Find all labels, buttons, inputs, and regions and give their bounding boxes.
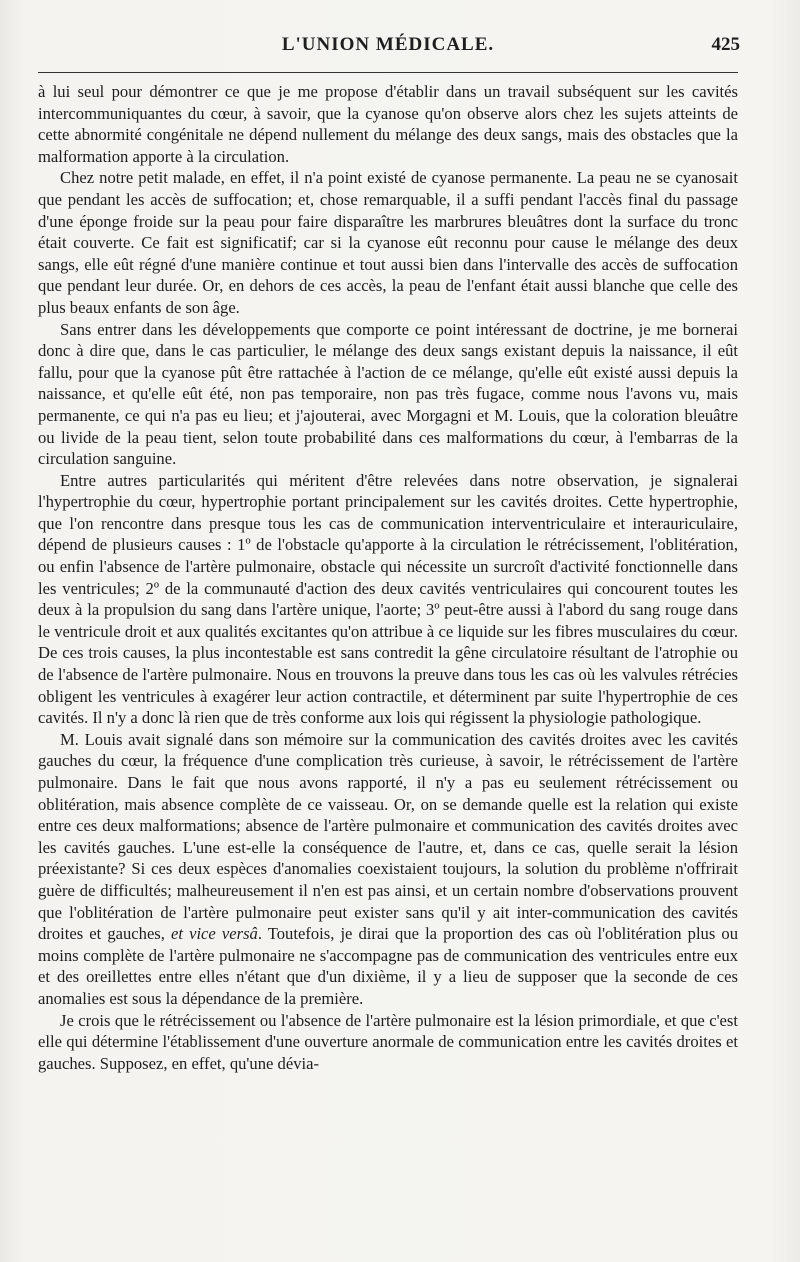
paragraph-5 <box>38 729 738 1010</box>
header-rule <box>38 72 738 73</box>
body-text <box>38 81 738 1074</box>
page-header <box>38 34 738 64</box>
paragraph-6: Je crois que le rétrécissement ou l'absence de l'artère pulmonaire est la lésion primordiale, et que c'est elle qui détermine l'établissement d'une ouverture anormale de communication entre les cavités droites et gauches. Supposez, en effet, qu'une dévia- <box>38 1010 738 1073</box>
paragraph-2: Chez notre petit malade, en effet, il n'a point existé de cyanose permanente. La peau ne se cyanosait que pendant les accès de suffocation; et, chose remarquable, il a suffi pendant l'accès final du passage d'une éponge froide sur la peau pour faire disparaître les marbrures bleuâtres dont la surface du tronc était couverte. Ce fait est significatif; car si la cyanose eût reconnu pour cause le mélange des deux sangs, elle eût régné d'une manière continue et tout aussi bien dans l'intervalle des accès de suffocation que pendant leur durée. Or, en dehors de ces accès, la peau de l'enfant était aussi blanche que celle des plus beaux enfants de son âge. <box>38 168 738 317</box>
running-title: L'UNION MÉDICALE. <box>281 34 495 55</box>
paragraph-5-text-before: M. Louis avait signalé dans son mémoire sur la communication des cavités droites avec les cavités gauches du cœur, la fréquence d'une complication très curieuse, à savoir, le rétrécissement de l'artère pulmonaire. Dans le fait que nous avons rapporté, il n'y a pas eu seulement rétrécissement ou oblitération, mais absence complète de ce vaisseau. Or, on se demande quelle est la relation qui existe entre ces deux malformations; absence de l'artère pulmonaire et communication des cavités droites avec les cavités gauches. L'une est-elle la conséquence de l'autre, et, dans ce cas, quelle serait la lésion préexistante? Si ces deux espèces d'anomalies coexistaient toujours, la solution du problème n'offrirait guère de difficultés; malheureusement il n'en est pas ainsi, et un certain nombre d'observations prouvent que l'oblitération de l'artère pulmonaire peut exister sans qu'il y ait inter-communication des cavités droites et gauches, <box>38 729 738 944</box>
paragraph-5-text-after: . Toutefois, je dirai que la proportion des cas où l'oblitération plus ou moins complète de l'artère pulmonaire ne s'accompagne pas de communication des ventricules entre eux et des oreillettes entre elles n'étant que d'un dixième, il y a lieu de supposer que la seconde de ces anomalies est sous la dépendance de la première. <box>38 924 738 1008</box>
paragraph-1: à lui seul pour démontrer ce que je me propose d'établir dans un travail subséquent sur les cavités intercommuniquantes du cœur, à savoir, que la cyanose qu'on observe alors chez les sujets atteints de cette abnormité congénitale ne dépend nullement du mélange des deux sangs, mais des obstacles que la malformation apporte à la circulation. <box>38 82 738 166</box>
paragraph-4: Entre autres particularités qui méritent d'être relevées dans notre observation, je signalerai l'hypertrophie du cœur, hypertrophie portant principalement sur les cavités droites. Cette hypertrophie, que l'on rencontre dans presque tous les cas de communication interventriculaire et interauriculaire, dépend de plusieurs causes : 1º de l'obstacle qu'apporte à la circulation le rétrécissement, l'oblitération, ou enfin l'absence de l'artère pulmonaire, obstacle qui nécessite un surcroît d'activité fonctionnelle dans les ventricules; 2º de la communauté d'action des deux cavités ventriculaires qui concourent toutes les deux à la propulsion du sang dans l'artère unique, l'aorte; 3º peut-être aussi à l'abord du sang rouge dans le ventricule droit et aux qualités excitantes qu'on attribue à ce liquide sur les fibres musculaires du cœur. De ces trois causes, la plus incontestable est sans contredit la gêne circulatoire résultant de l'atrophie ou de l'absence de l'artère pulmonaire. Nous en trouvons la preuve dans tous les cas où les valvules rétrécies obligent les ventricules à exagérer leur action contractile, et déterminent par suite l'hypertrophie de ces cavités. Il n'y a donc là rien que de très conforme aux lois qui régissent la physiologie pathologique. <box>38 470 738 728</box>
paragraph-3: Sans entrer dans les développements que comporte ce point intéressant de doctrine, je me bornerai donc à dire que, dans le cas particulier, le mélange des deux sangs existant depuis la naissance, il eût fallu, pour que la cyanose pût être rattachée à l'action de ce mélange, qu'elle eût existé aussi depuis la naissance, et qu'elle eût été, non pas temporaire, non pas très fugace, comme nous l'avons vu, mais permanente, ce qui n'a pas eu lieu; et j'ajouterai, avec Morgagni et M. Louis, que la coloration bleuâtre ou livide de la peau tient, selon toute probabilité dans ces malformations du cœur, à l'embarras de la circulation sanguine. <box>38 319 738 469</box>
paragraph-5-italic: et vice versâ <box>171 924 258 944</box>
page-number: 425 <box>711 34 740 55</box>
